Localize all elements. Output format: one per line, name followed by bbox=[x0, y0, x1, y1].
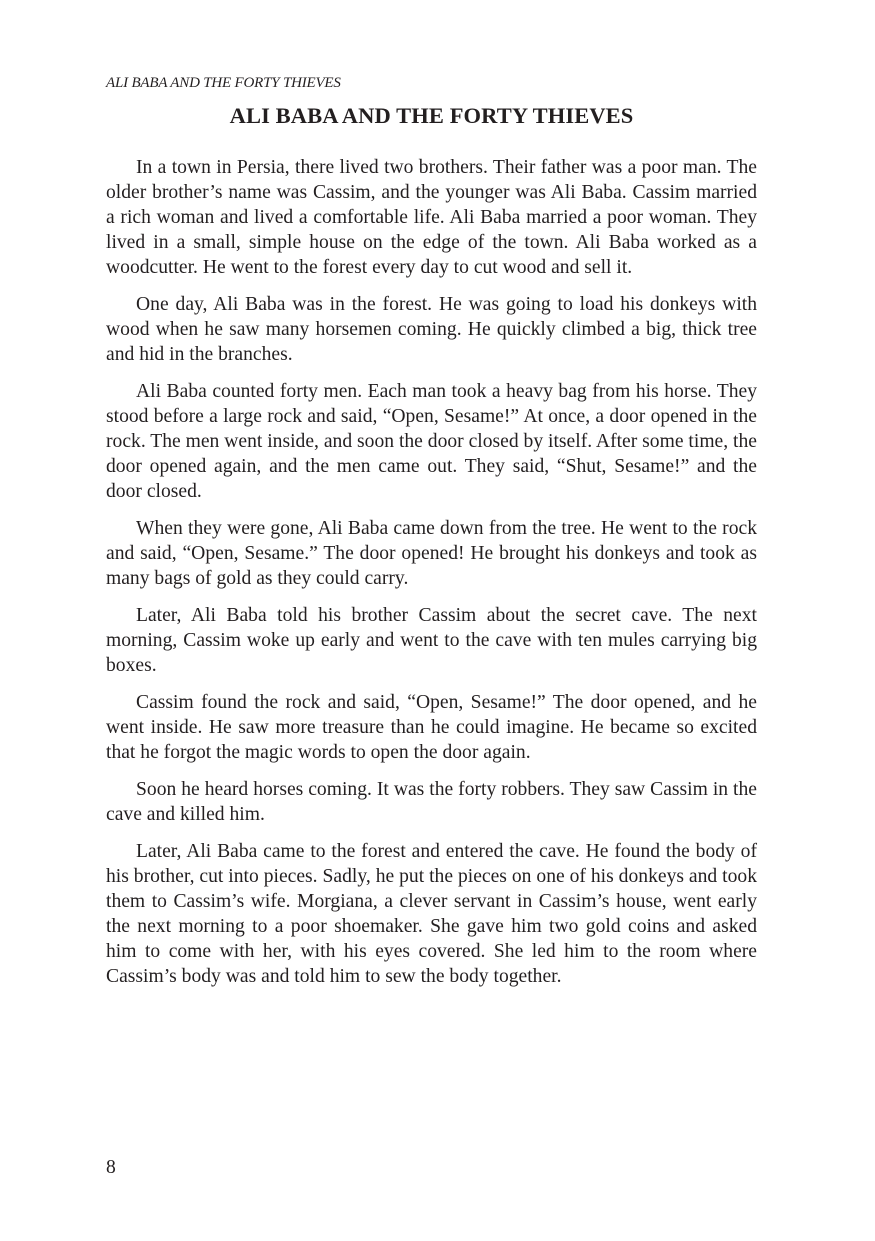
chapter-title: ALI BABA AND THE FORTY THIEVES bbox=[229, 103, 634, 128]
paragraph: Cassim found the rock and said, “Open, Sesame!” The door opened, and he went inside. He saw more treasure than he could imagine. He became so excited that he forgot the magic words to open the door again. bbox=[106, 692, 757, 763]
page-number: 8 bbox=[106, 1157, 116, 1178]
story-body bbox=[106, 155, 757, 1001]
paragraph: Later, Ali Baba told his brother Cassim about the secret cave. The next morning, Cassim woke up early and went to the cave with ten mules carrying big boxes. bbox=[106, 605, 757, 676]
paragraph: When they were gone, Ali Baba came down from the tree. He went to the rock and said, “Open, Sesame.” The door opened! He brought his donkeys and took as many bags of gold as they could carry. bbox=[106, 518, 757, 589]
paragraph: Ali Baba counted forty men. Each man took a heavy bag from his horse. They stood before a large rock and said, “Open, Sesame!” At once, a door opened in the rock. The men went inside, and soon the door closed by itself. After some time, the door opened again, and the men came out. They said, “Shut, Sesame!” and the door closed. bbox=[106, 381, 757, 502]
paragraph: Soon he heard horses coming. It was the forty robbers. They saw Cassim in the cave and killed him. bbox=[106, 779, 757, 825]
paragraph: Later, Ali Baba came to the forest and entered the cave. He found the body of his brother, cut into pieces. Sadly, he put the pieces on one of his donkeys and took them to Cassim’s wife. Morgiana, a clever servant in Cassim’s house, went early the next morning to a poor shoemaker. She gave him two gold coins and asked him to come with her, with his eyes covered. She led him to the room where Cassim’s body was and told him to sew the body together. bbox=[106, 841, 757, 987]
running-header: ALI BABA AND THE FORTY THIEVES bbox=[106, 75, 341, 91]
paragraph: In a town in Persia, there lived two brothers. Their father was a poor man. The older brother’s name was Cassim, and the younger was Ali Baba. Cassim married a rich woman and lived a comfortable life. Ali Baba married a poor woman. They lived in a small, simple house on the edge of the town. Ali Baba worked as a woodcutter. He went to the forest every day to cut wood and sell it. bbox=[106, 157, 757, 278]
paragraph: One day, Ali Baba was in the forest. He was going to load his donkeys with wood when he saw many horsemen coming. He quickly climbed a big, thick tree and hid in the branches. bbox=[106, 294, 757, 365]
